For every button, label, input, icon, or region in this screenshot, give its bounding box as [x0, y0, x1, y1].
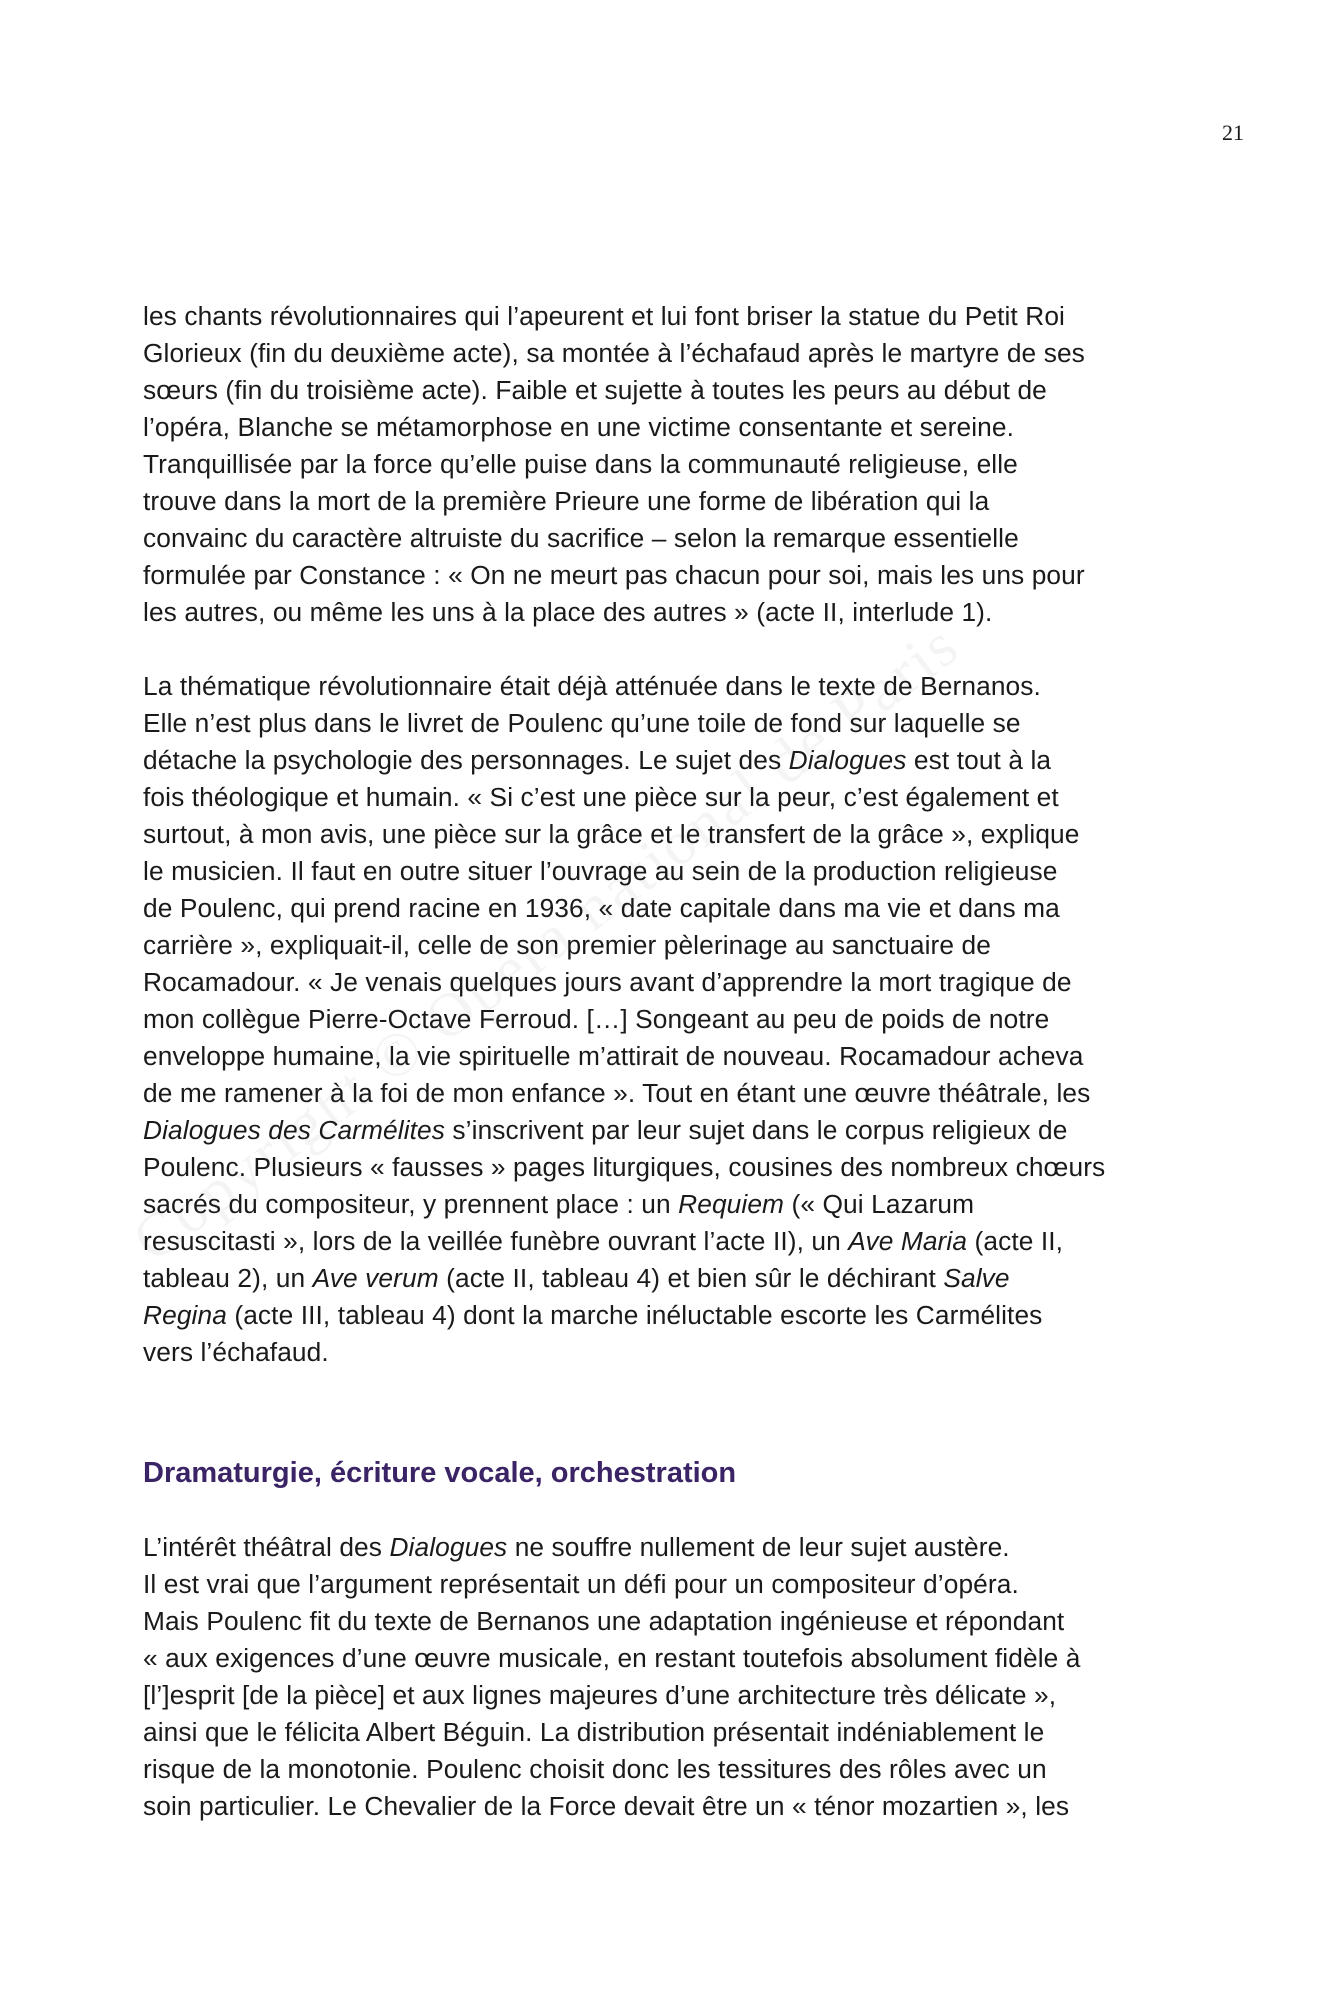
text-line: [143, 816, 1198, 853]
text-line: [143, 1714, 1198, 1751]
italic-title: Requiem: [678, 1189, 785, 1219]
text-line: [143, 1112, 1198, 1149]
text-segment: surtout, à mon avis, une pièce sur la grâce et le transfert de la grâce », explique: [143, 819, 1080, 849]
text-line: [143, 446, 1198, 483]
text-segment: Tranquillisée par la force qu’elle puise dans la communauté religieuse, elle: [143, 449, 1018, 479]
text-segment: (acte II, tableau 4) et bien sûr le déchirant: [438, 1263, 944, 1293]
text-segment: soin particulier. Le Chevalier de la Force devait être un « ténor mozartien », les: [143, 1791, 1070, 1821]
text-segment: convainc du caractère altruiste du sacrifice – selon la remarque essentielle: [143, 523, 1019, 553]
italic-title: Regina: [143, 1300, 227, 1330]
text-line: [143, 1001, 1198, 1038]
italic-title: Dialogues des Carmélites: [143, 1115, 446, 1145]
text-segment: sœurs (fin du troisième acte). Faible et sujette à toutes les peurs au début de: [143, 375, 1047, 405]
section-heading: Dramaturgie, écriture vocale, orchestration: [143, 1457, 737, 1489]
text-segment: resuscitasti », lors de la veillée funèbre ouvrant l’acte II), un: [143, 1226, 849, 1256]
text-segment: « aux exigences d’une œuvre musicale, en restant toutefois absolument fidèle à: [143, 1643, 1081, 1673]
text-segment: vers l’échafaud.: [143, 1337, 329, 1367]
text-line: [143, 1640, 1198, 1677]
text-segment: est tout à la: [906, 745, 1052, 775]
text-segment: Rocamadour. « Je venais quelques jours avant d’apprendre la mort tragique de: [143, 967, 1072, 997]
text-segment: ne souffre nullement de leur sujet austère.: [507, 1532, 1010, 1562]
text-line: [143, 742, 1198, 779]
text-segment: tableau 2), un: [143, 1263, 313, 1293]
text-segment: le musicien. Il faut en outre situer l’ouvrage au sein de la production religieuse: [143, 856, 1058, 886]
text-segment: détache la psychologie des personnages. Le sujet des: [143, 745, 789, 775]
text-line: [143, 594, 1198, 631]
text-line: [143, 520, 1198, 557]
text-segment: risque de la monotonie. Poulenc choisit donc les tessitures des rôles avec un: [143, 1754, 1047, 1784]
text-line: [143, 779, 1198, 816]
text-segment: Mais Poulenc fit du texte de Bernanos une adaptation ingénieuse et répondant: [143, 1606, 1065, 1636]
text-segment: enveloppe humaine, la vie spirituelle m’attirait de nouveau. Rocamadour acheva: [143, 1041, 1084, 1071]
text-segment: Poulenc. Plusieurs « fausses » pages liturgiques, cousines des nombreux chœurs: [143, 1152, 1106, 1182]
text-line: [143, 1566, 1198, 1603]
italic-title: Dialogues: [389, 1532, 508, 1562]
intro-paragraphs: [143, 298, 1198, 1371]
italic-title: Ave verum: [312, 1263, 439, 1293]
text-line: [143, 705, 1198, 742]
text-segment: les chants révolutionnaires qui l’apeurent et lui font briser la statue du Petit Roi: [143, 301, 1065, 331]
text-segment: La thématique révolutionnaire était déjà atténuée dans le texte de Bernanos.: [143, 671, 1041, 701]
text-segment: ainsi que le félicita Albert Béguin. La distribution présentait indéniablement le: [143, 1717, 1045, 1747]
italic-title: Ave Maria: [848, 1226, 968, 1256]
italic-title: Dialogues: [788, 745, 907, 775]
text-line: [143, 557, 1198, 594]
text-line: [143, 668, 1198, 705]
text-segment: l’opéra, Blanche se métamorphose en une victime consentante et sereine.: [143, 412, 1015, 442]
text-line: [143, 1038, 1198, 1075]
text-segment: de Poulenc, qui prend racine en 1936, « date capitale dans ma vie et dans ma: [143, 893, 1060, 923]
section-paragraphs: [143, 1529, 1198, 1825]
text-line: [143, 1223, 1198, 1260]
text-segment: Elle n’est plus dans le livret de Poulenc qu’une toile de fond sur laquelle se: [143, 708, 1021, 738]
text-line: [143, 372, 1198, 409]
text-line: [143, 1186, 1198, 1223]
text-line: [143, 483, 1198, 520]
text-segment: trouve dans la mort de la première Prieure une forme de libération qui la: [143, 486, 990, 516]
article-body: [143, 298, 1198, 1825]
text-line: [143, 409, 1198, 446]
text-segment: Glorieux (fin du deuxième acte), sa montée à l’échafaud après le martyre de ses: [143, 338, 1085, 368]
text-segment: formulée par Constance : « On ne meurt pas chacun pour soi, mais les uns pour: [143, 560, 1085, 590]
text-segment: mon collègue Pierre-Octave Ferroud. […] Songeant au peu de poids de notre: [143, 1004, 1050, 1034]
text-segment: de me ramener à la foi de mon enfance ». Tout en étant une œuvre théâtrale, les: [143, 1078, 1091, 1108]
text-segment: (acte II,: [967, 1226, 1064, 1256]
paragraph: [143, 668, 1198, 1371]
text-line: [143, 1334, 1198, 1371]
text-segment: [l’]esprit [de la pièce] et aux lignes majeures d’une architecture très délicate »,: [143, 1680, 1057, 1710]
text-segment: L’intérêt théâtral des: [143, 1532, 390, 1562]
paragraph: [143, 1529, 1198, 1825]
text-line: [143, 890, 1198, 927]
text-segment: s’inscrivent par leur sujet dans le corpus religieux de: [445, 1115, 1068, 1145]
text-line: [143, 1297, 1198, 1334]
text-line: [143, 298, 1198, 335]
text-line: [143, 1075, 1198, 1112]
text-segment: (acte III, tableau 4) dont la marche inéluctable escorte les Carmélites: [226, 1300, 1043, 1330]
text-line: [143, 1677, 1198, 1714]
text-line: [143, 1149, 1198, 1186]
text-segment: les autres, ou même les uns à la place des autres » (acte II, interlude 1).: [143, 597, 993, 627]
text-line: [143, 927, 1198, 964]
text-line: [143, 1751, 1198, 1788]
text-segment: Il est vrai que l’argument représentait un défi pour un compositeur d’opéra.: [143, 1569, 1019, 1599]
text-segment: sacrés du compositeur, y prennent place : un: [143, 1189, 679, 1219]
text-segment: (« Qui Lazarum: [784, 1189, 975, 1219]
italic-title: Salve: [943, 1263, 1010, 1293]
text-line: [143, 964, 1198, 1001]
page-number: 21: [1222, 120, 1244, 145]
text-line: [143, 335, 1198, 372]
text-line: [143, 1788, 1198, 1825]
text-line: [143, 853, 1198, 890]
text-line: [143, 1603, 1198, 1640]
text-line: [143, 1529, 1198, 1566]
text-line: [143, 1260, 1198, 1297]
paragraph: [143, 298, 1198, 631]
text-segment: fois théologique et humain. « Si c’est une pièce sur la peur, c’est également et: [143, 782, 1059, 812]
text-segment: carrière », expliquait-il, celle de son premier pèlerinage au sanctuaire de: [143, 930, 991, 960]
